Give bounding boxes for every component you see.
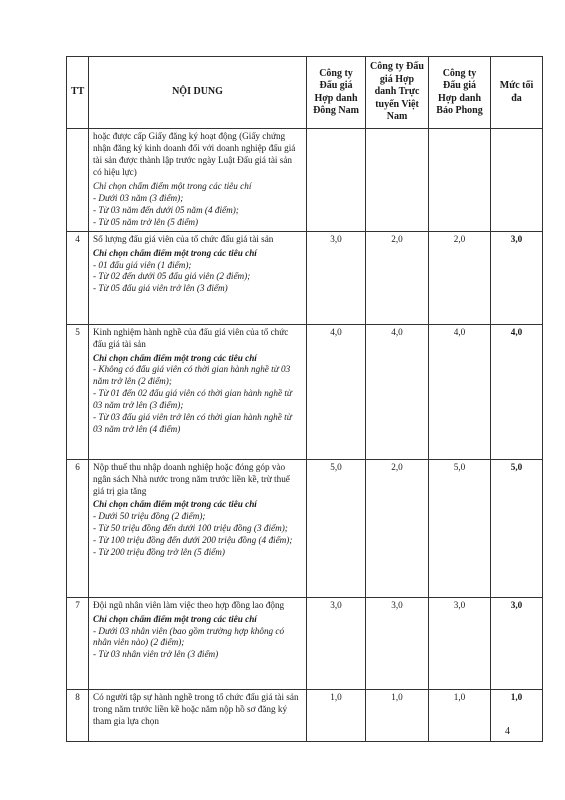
table-header-row	[67, 57, 543, 129]
criterion-text: Đội ngũ nhân viên làm việc theo hợp đồng lao động	[93, 599, 285, 610]
criterion-option: - Dưới 50 triệu đồng (2 điểm);	[93, 511, 206, 522]
max-score: 5,0	[491, 459, 543, 597]
score-company-3	[429, 129, 491, 232]
score-company-3: 3,0	[429, 597, 491, 689]
row-number: 7	[67, 597, 89, 689]
row-content	[89, 129, 307, 232]
row-number: 4	[67, 231, 89, 324]
row-number: 5	[67, 324, 89, 459]
page-number: 4	[505, 726, 510, 737]
max-score	[491, 129, 543, 232]
criterion-option: - Từ 05 đấu giá viên trở lên (3 điểm)	[93, 283, 228, 294]
max-score: 3,0	[491, 231, 543, 324]
criterion-option: - Không có đấu giá viên có thời gian hành nghề từ 03 năm trở lên (2 điểm);	[93, 364, 291, 387]
criterion-text: Kinh nghiệm hành nghề của đấu giá viên của tổ chức đấu giá tài sản	[93, 326, 289, 349]
criterion-option: - Từ 50 triệu đồng đến dưới 100 triệu đồng (3 điểm);	[93, 523, 288, 534]
header-company-1: Công ty Đấu giá Hợp danh Đông Nam	[307, 57, 366, 129]
criterion-option: - Từ 05 năm trở lên (5 điểm)	[93, 216, 199, 227]
score-company-2: 2,0	[366, 231, 429, 324]
score-company-2: 2,0	[366, 459, 429, 597]
choose-instruction: Chỉ chọn chấm điểm một trong các tiêu chí	[93, 613, 257, 624]
row-number: 6	[67, 459, 89, 597]
table-row	[67, 324, 543, 459]
criterion-option: - Từ 200 triệu đồng trở lên (5 điểm)	[93, 547, 225, 558]
row-number: 8	[67, 689, 89, 741]
score-company-1	[307, 129, 366, 232]
row-content	[89, 324, 307, 459]
score-company-1: 3,0	[307, 231, 366, 324]
table-row	[67, 597, 543, 689]
table-row	[67, 689, 543, 741]
max-score: 1,0	[491, 689, 543, 741]
criterion-option: - Dưới 03 năm (3 điểm);	[93, 192, 184, 203]
score-company-2: 3,0	[366, 597, 429, 689]
criterion-text: hoặc được cấp Giấy đăng ký hoạt động (Giấy chứng nhận đăng ký kinh doanh đối với doanh nghiệp đấu giá tài sản được thành lập trước ngày Luật Đấu giá tài sản có hiệu lực)	[93, 131, 296, 177]
choose-instruction: Chỉ chọn chấm điểm một trong các tiêu chí	[93, 352, 257, 363]
criterion-option: - 01 đấu giá viên (1 điểm);	[93, 259, 192, 270]
criterion-option: - Từ 03 nhân viên trở lên (3 điểm)	[93, 649, 219, 660]
criterion-option: - Từ 02 đến dưới 05 đấu giá viên (2 điểm);	[93, 271, 251, 282]
row-content	[89, 231, 307, 324]
score-company-3: 5,0	[429, 459, 491, 597]
score-company-1: 3,0	[307, 597, 366, 689]
score-company-3: 2,0	[429, 231, 491, 324]
choose-instruction: Chỉ chọn chấm điểm một trong các tiêu chí	[93, 180, 252, 191]
score-company-2: 4,0	[366, 324, 429, 459]
criterion-text: Có người tập sự hành nghề trong tổ chức đấu giá tài sản trong năm trước liền kề hoặc năm nộp hồ sơ đăng ký tham gia lựa chọn	[93, 691, 299, 726]
row-content	[89, 459, 307, 597]
header-content: NỘI DUNG	[89, 57, 307, 129]
table-row	[67, 129, 543, 232]
score-company-1: 5,0	[307, 459, 366, 597]
choose-instruction: Chỉ chọn chấm điểm một trong các tiêu chí	[93, 247, 257, 258]
header-max: Mức tối đa	[491, 57, 543, 129]
criterion-option: - Từ 03 đấu giá viên trở lên có thời gian hành nghề từ 03 năm trở lên (4 điểm)	[93, 412, 292, 435]
max-score: 3,0	[491, 597, 543, 689]
criterion-text: Nộp thuế thu nhập doanh nghiệp hoặc đóng góp vào ngân sách Nhà nước trong năm trước liền kề, trừ thuế giá trị gia tăng	[93, 461, 290, 496]
table-row	[67, 459, 543, 597]
criterion-option: - Từ 01 đến 02 đấu giá viên có thời gian hành nghề từ 03 năm trở lên (3 điểm);	[93, 388, 292, 411]
criterion-option: - Dưới 03 nhân viên (bao gồm trường hợp không có nhân viên nào) (2 điểm);	[93, 625, 285, 648]
header-company-3: Công ty Đấu giá Hợp danh Bảo Phong	[429, 57, 491, 129]
max-score: 4,0	[491, 324, 543, 459]
score-company-3: 4,0	[429, 324, 491, 459]
scoring-table	[66, 56, 543, 742]
row-content	[89, 597, 307, 689]
row-content	[89, 689, 307, 741]
criterion-option: - Từ 100 triệu đồng đến dưới 200 triệu đồng (4 điểm);	[93, 535, 293, 546]
score-company-2: 1,0	[366, 689, 429, 741]
score-company-2	[366, 129, 429, 232]
header-tt: TT	[67, 57, 89, 129]
header-company-2: Công ty Đấu giá Hợp danh Trực tuyến Việt Nam	[366, 57, 429, 129]
row-number	[67, 129, 89, 232]
criterion-text: Số lượng đấu giá viên của tổ chức đấu giá tài sản	[93, 233, 274, 244]
score-company-1: 4,0	[307, 324, 366, 459]
criterion-option: - Từ 03 năm đến dưới 05 năm (4 điểm);	[93, 204, 239, 215]
score-company-1: 1,0	[307, 689, 366, 741]
choose-instruction: Chỉ chọn chấm điểm một trong các tiêu chí	[93, 499, 257, 510]
score-company-3: 1,0	[429, 689, 491, 741]
table-row	[67, 231, 543, 324]
